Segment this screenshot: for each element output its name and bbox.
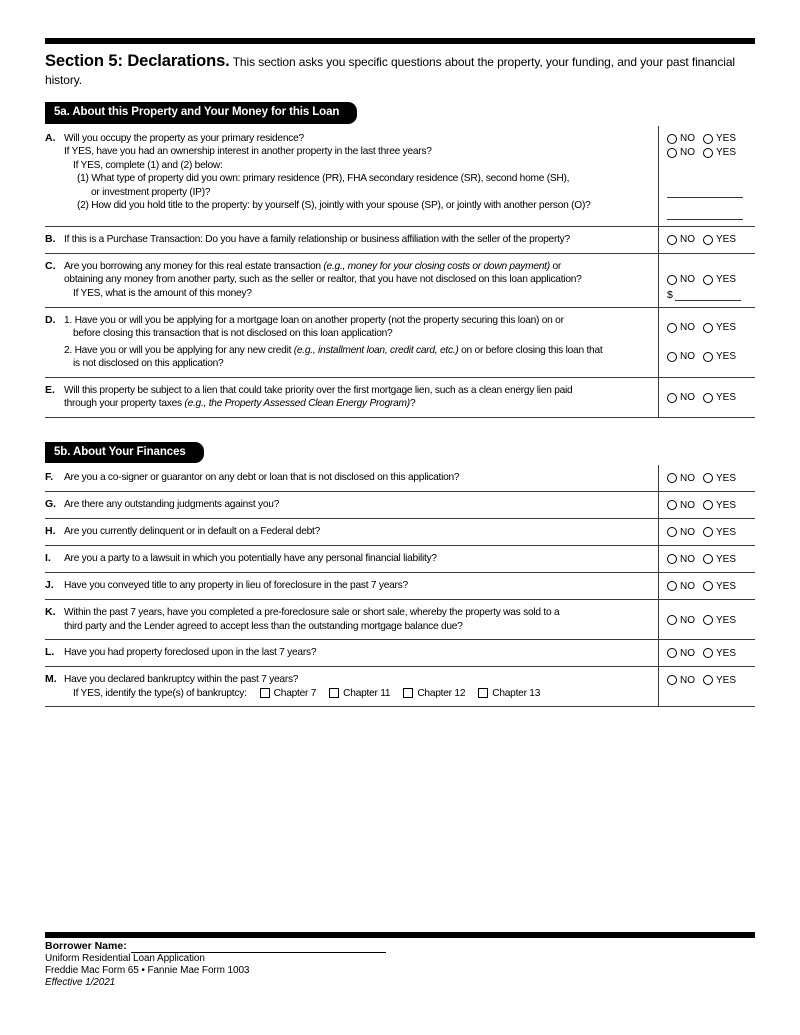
no-option[interactable] <box>667 274 695 285</box>
no-yes-radio-group <box>667 233 736 247</box>
no-label: NO <box>680 499 695 511</box>
no-yes-radio-group <box>667 552 736 566</box>
yes-radio-icon[interactable] <box>703 134 713 144</box>
yes-label: YES <box>716 133 737 144</box>
question-d2-line1: 2. Have you or will you be applying for any new credit (e.g., installment loan, credit card, etc.) on or before closing this loan that <box>64 344 603 356</box>
no-option[interactable] <box>667 581 695 592</box>
question-c-text-cell <box>45 254 658 307</box>
no-option[interactable] <box>667 234 695 245</box>
money-amount-field <box>667 289 741 301</box>
question-f-answers <box>658 465 755 491</box>
declaration-question-e <box>45 378 755 418</box>
question-i-answers <box>658 546 755 572</box>
declaration-question-d <box>45 308 755 378</box>
question-e-answers <box>658 378 755 417</box>
declaration-question-m <box>45 667 755 707</box>
question-m-letter: M. <box>45 673 57 685</box>
yes-option[interactable] <box>703 351 736 362</box>
borrower-name-label: Borrower Name: <box>45 940 127 952</box>
yes-label: YES <box>716 553 737 565</box>
title-held-input-line[interactable] <box>667 208 743 220</box>
question-l-answers <box>658 640 755 666</box>
yes-option[interactable] <box>703 648 736 659</box>
yes-option[interactable] <box>703 554 736 565</box>
footer-form-numbers: Freddie Mac Form 65 • Fannie Mae Form 1003 <box>45 965 250 977</box>
yes-option[interactable] <box>703 322 736 333</box>
no-yes-radio-group <box>667 132 736 146</box>
question-f-letter: F. <box>45 471 54 483</box>
footer-app-title: Uniform Residential Loan Application <box>45 953 205 964</box>
question-b-text-cell <box>45 227 658 253</box>
no-radio-icon[interactable] <box>667 554 677 564</box>
no-label: NO <box>680 674 695 686</box>
declaration-question-k <box>45 600 755 640</box>
yes-label: YES <box>716 351 737 362</box>
question-a-answers <box>658 126 755 226</box>
no-option[interactable] <box>667 392 695 403</box>
no-yes-radio-group <box>667 579 736 593</box>
yes-label: YES <box>716 274 737 285</box>
question-a-line1: Will you occupy the property as your primary residence? <box>64 132 304 144</box>
question-m-text-cell <box>45 667 658 706</box>
question-j-line1: Have you conveyed title to any property in lieu of foreclosure in the past 7 years? <box>64 580 408 591</box>
question-h-line1: Are you currently delinquent or in default on a Federal debt? <box>64 526 321 537</box>
no-radio-icon[interactable] <box>667 352 677 362</box>
chapter-13-option[interactable] <box>478 687 540 701</box>
question-f-line1: Are you a co-signer or guarantor on any debt or loan that is not disclosed on this application? <box>64 472 460 483</box>
yes-radio-icon[interactable] <box>703 473 713 483</box>
no-option[interactable] <box>667 147 695 158</box>
yes-option[interactable] <box>703 234 736 245</box>
question-i-letter: I. <box>45 552 51 564</box>
question-h-answers <box>658 519 755 545</box>
declaration-question-l <box>45 640 755 667</box>
chapter-12-option[interactable] <box>403 687 465 701</box>
page-content <box>45 0 755 707</box>
question-i-text-cell <box>45 546 658 572</box>
question-k-line1: Within the past 7 years, have you completed a pre-foreclosure sale or short sale, whereby the property was sold to a <box>64 607 560 618</box>
chapter-11-option[interactable] <box>329 687 390 701</box>
yes-option[interactable] <box>703 500 736 511</box>
question-m-line1: Have you declared bankruptcy within the past 7 years? <box>64 674 299 685</box>
yes-label: YES <box>716 499 737 511</box>
dollar-sign: $ <box>667 288 673 301</box>
no-radio-icon[interactable] <box>667 648 677 658</box>
no-label: NO <box>680 647 695 659</box>
no-option[interactable] <box>667 615 695 626</box>
question-j-text-cell <box>45 573 658 599</box>
question-g-answers <box>658 492 755 518</box>
yes-option[interactable] <box>703 473 736 484</box>
question-d-answers <box>658 308 755 377</box>
chapter-11-label: Chapter 11 <box>343 687 391 699</box>
yes-label: YES <box>716 392 737 403</box>
question-c-line2: obtaining any money from another party, such as the seller or realtor, that you have not disclosed on this loan application? <box>64 274 582 285</box>
question-b-line1: If this is a Purchase Transaction: Do you have a family relationship or business affiliation with the seller of the property? <box>64 233 570 245</box>
question-j-letter: J. <box>45 579 54 591</box>
yes-option[interactable] <box>703 274 736 285</box>
declaration-question-j <box>45 573 755 600</box>
question-d-text-cell <box>45 308 658 377</box>
no-radio-icon[interactable] <box>667 527 677 537</box>
no-option[interactable] <box>667 554 695 565</box>
question-d1-line2: before closing this transaction that is not disclosed on this loan application? <box>73 328 393 339</box>
subsection-5a-header: 5a. About this Property and Your Money for this Loan <box>45 102 357 124</box>
yes-label: YES <box>716 526 737 538</box>
no-option[interactable] <box>667 675 695 686</box>
no-label: NO <box>680 234 695 245</box>
chapter-12-label: Chapter 12 <box>417 687 466 699</box>
question-l-line1: Have you had property foreclosed upon in the last 7 years? <box>64 647 317 658</box>
question-m-answers <box>658 667 755 706</box>
question-b-answers <box>658 227 755 253</box>
no-yes-radio-group <box>667 471 736 485</box>
no-label: NO <box>680 147 695 158</box>
yes-option[interactable] <box>703 527 736 538</box>
no-radio-icon[interactable] <box>667 393 677 403</box>
no-radio-icon[interactable] <box>667 134 677 144</box>
yes-label: YES <box>716 322 737 333</box>
borrower-name-input-line[interactable] <box>131 941 386 953</box>
yes-option[interactable] <box>703 147 736 158</box>
section-heading <box>45 52 755 89</box>
no-yes-radio-group <box>667 673 736 687</box>
yes-radio-icon[interactable] <box>703 500 713 510</box>
yes-label: YES <box>716 580 737 592</box>
no-yes-radio-group <box>667 146 736 160</box>
section-5a-table <box>45 126 755 418</box>
no-label: NO <box>680 580 695 592</box>
question-k-text-cell <box>45 600 658 639</box>
yes-radio-icon[interactable] <box>703 615 713 625</box>
yes-label: YES <box>716 234 737 245</box>
question-g-letter: G. <box>45 498 57 510</box>
chapter-13-checkbox-icon[interactable] <box>478 688 488 698</box>
no-yes-radio-group <box>667 525 736 539</box>
chapter-7-option[interactable] <box>260 687 317 701</box>
yes-label: YES <box>716 647 737 659</box>
chapter-7-checkbox-icon[interactable] <box>260 688 270 698</box>
question-c-line3: If YES, what is the amount of this money? <box>73 287 252 299</box>
declaration-question-h <box>45 519 755 546</box>
chapter-12-checkbox-icon[interactable] <box>403 688 413 698</box>
yes-radio-icon[interactable] <box>703 148 713 158</box>
yes-option[interactable] <box>703 392 736 403</box>
question-a-line3: If YES, complete (1) and (2) below: <box>73 159 223 171</box>
subsection-5b-header: 5b. About Your Finances <box>45 442 204 464</box>
yes-radio-icon[interactable] <box>703 581 713 591</box>
no-radio-icon[interactable] <box>667 675 677 685</box>
declaration-question-c <box>45 254 755 308</box>
no-radio-icon[interactable] <box>667 500 677 510</box>
no-option[interactable] <box>667 648 695 659</box>
page-footer <box>45 932 755 990</box>
chapter-7-label: Chapter 7 <box>273 687 317 699</box>
no-option[interactable] <box>667 527 695 538</box>
no-label: NO <box>680 322 695 333</box>
no-option[interactable] <box>667 473 695 484</box>
question-i-line1: Are you a party to a lawsuit in which you potentially have any personal financial liability? <box>64 553 437 564</box>
no-yes-radio-group <box>667 321 736 335</box>
question-a-text-cell <box>45 126 658 226</box>
yes-radio-icon[interactable] <box>703 275 713 285</box>
declaration-question-g <box>45 492 755 519</box>
top-divider-bar <box>45 38 755 44</box>
declaration-question-i <box>45 546 755 573</box>
footer-divider-bar <box>45 932 755 938</box>
section-description: This section asks you specific questions about the property, your funding, and your past financial history. <box>45 55 735 87</box>
no-yes-radio-group <box>667 273 736 287</box>
no-label: NO <box>680 472 695 484</box>
question-m-line2 <box>64 687 652 701</box>
no-yes-radio-group <box>667 391 736 405</box>
section-5b-table <box>45 465 755 707</box>
no-radio-icon[interactable] <box>667 615 677 625</box>
yes-option[interactable] <box>703 133 736 144</box>
yes-label: YES <box>716 472 737 484</box>
question-j-answers <box>658 573 755 599</box>
question-c-line1: Are you borrowing any money for this real estate transaction (e.g., money for your closing costs or down payment) or <box>64 260 562 272</box>
yes-radio-icon[interactable] <box>703 352 713 362</box>
declaration-question-f <box>45 465 755 492</box>
yes-radio-icon[interactable] <box>703 235 713 245</box>
yes-radio-icon[interactable] <box>703 527 713 537</box>
question-g-text-cell <box>45 492 658 518</box>
no-yes-radio-group <box>667 646 736 660</box>
question-a-line2: If YES, have you had an ownership interest in another property in the last three years? <box>64 146 432 157</box>
yes-option[interactable] <box>703 615 736 626</box>
question-b-letter: B. <box>45 232 56 245</box>
question-h-letter: H. <box>45 525 56 537</box>
no-radio-icon[interactable] <box>667 148 677 158</box>
question-k-line2: third party and the Lender agreed to accept less than the outstanding mortgage balance due? <box>64 620 463 632</box>
footer-effective-date: Effective 1/2021 <box>45 977 116 989</box>
yes-radio-icon[interactable] <box>703 648 713 658</box>
yes-radio-icon[interactable] <box>703 393 713 403</box>
question-f-text-cell <box>45 465 658 491</box>
no-radio-icon[interactable] <box>667 235 677 245</box>
question-h-text-cell <box>45 519 658 545</box>
no-option[interactable] <box>667 322 695 333</box>
yes-option[interactable] <box>703 675 736 686</box>
no-label: NO <box>680 614 695 626</box>
section-title: Section 5: Declarations. <box>45 52 230 70</box>
question-a-letter: A. <box>45 131 56 144</box>
borrower-name-row <box>45 940 755 953</box>
chapter-13-label: Chapter 13 <box>492 687 541 699</box>
no-option[interactable] <box>667 133 695 144</box>
question-e-letter: E. <box>45 383 55 396</box>
property-type-input-line[interactable] <box>667 186 743 198</box>
no-radio-icon[interactable] <box>667 581 677 591</box>
yes-radio-icon[interactable] <box>703 675 713 685</box>
no-label: NO <box>680 351 695 362</box>
no-radio-icon[interactable] <box>667 275 677 285</box>
no-radio-icon[interactable] <box>667 473 677 483</box>
no-label: NO <box>680 274 695 285</box>
no-option[interactable] <box>667 351 695 362</box>
money-amount-input-line[interactable] <box>675 290 741 301</box>
yes-label: YES <box>716 614 737 626</box>
question-k-letter: K. <box>45 606 56 618</box>
no-label: NO <box>680 133 695 144</box>
question-a-line4: (1) What type of property did you own: primary residence (PR), FHA secondary residence (SR), second home (SH), <box>77 173 570 184</box>
question-e-text-cell <box>45 378 658 417</box>
chapter-11-checkbox-icon[interactable] <box>329 688 339 698</box>
no-label: NO <box>680 526 695 538</box>
no-label: NO <box>680 392 695 403</box>
question-e-line2: through your property taxes (e.g., the Property Assessed Clean Energy Program)? <box>64 398 416 409</box>
question-l-letter: L. <box>45 646 55 658</box>
no-yes-radio-group <box>667 350 736 364</box>
question-g-line1: Are there any outstanding judgments against you? <box>64 499 280 510</box>
no-option[interactable] <box>667 500 695 511</box>
question-d1-line1: 1. Have you or will you be applying for a mortgage loan on another property (not the property securing this loan) on or <box>64 314 564 326</box>
bankruptcy-type-label: If YES, identify the type(s) of bankruptcy: <box>73 687 247 699</box>
yes-label: YES <box>716 147 737 158</box>
yes-option[interactable] <box>703 581 736 592</box>
question-k-answers <box>658 600 755 639</box>
question-d2-line2: is not disclosed on this application? <box>73 358 224 369</box>
question-l-text-cell <box>45 640 658 666</box>
declaration-question-b <box>45 227 755 254</box>
question-c-letter: C. <box>45 259 56 272</box>
question-e-line1: Will this property be subject to a lien that could take priority over the first mortgage lien, such as a clean energy lien paid <box>64 384 573 396</box>
no-yes-radio-group <box>667 498 736 512</box>
declaration-question-a <box>45 126 755 227</box>
yes-label: YES <box>716 674 737 686</box>
no-radio-icon[interactable] <box>667 323 677 333</box>
yes-radio-icon[interactable] <box>703 554 713 564</box>
no-label: NO <box>680 553 695 565</box>
question-d-letter: D. <box>45 313 56 326</box>
question-a-line5: or investment property (IP)? <box>91 186 211 198</box>
question-a-line6: (2) How did you hold title to the property: by yourself (S), jointly with your spouse (SP), or jointly with another person (O)? <box>77 200 591 211</box>
question-c-answers <box>658 254 755 307</box>
yes-radio-icon[interactable] <box>703 323 713 333</box>
no-yes-radio-group <box>667 613 736 627</box>
